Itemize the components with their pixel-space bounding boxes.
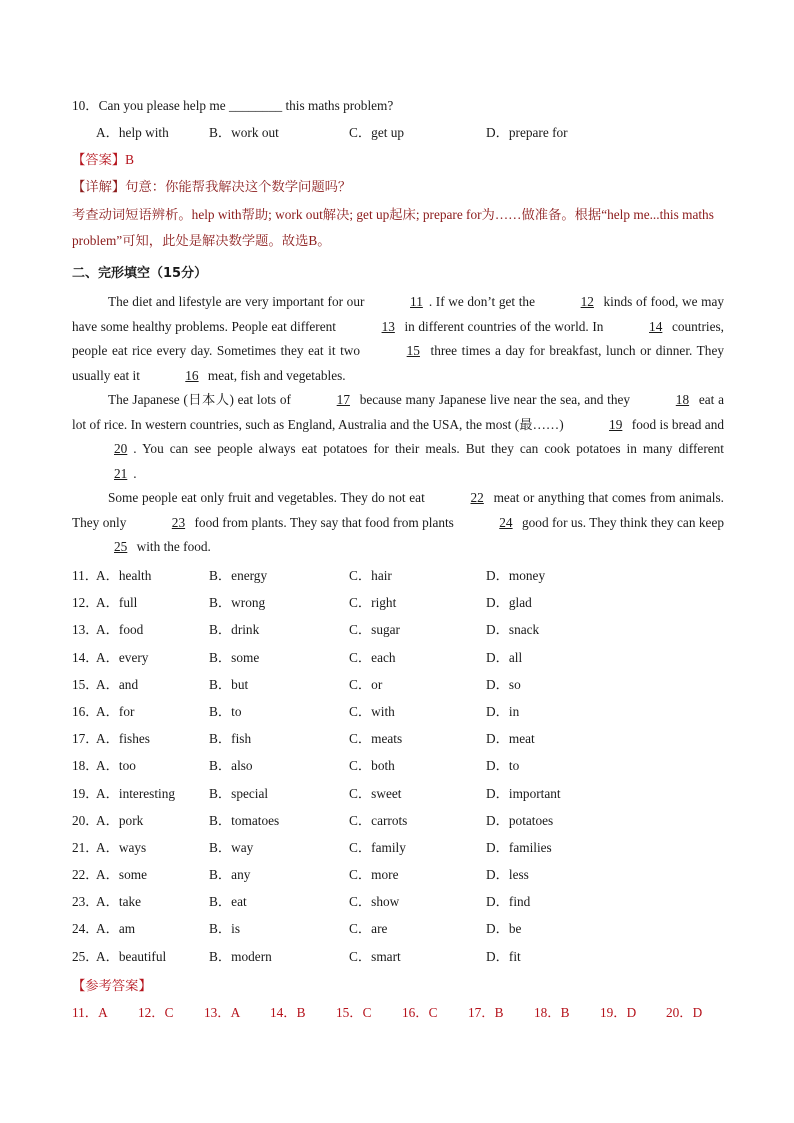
option-a: A．pork <box>96 812 144 828</box>
option-row <box>0 837 794 864</box>
blank-25: 25 <box>114 539 128 554</box>
option-a: A．beautiful <box>96 948 167 964</box>
blank-11: 11 <box>410 294 423 309</box>
passage-text: countries, people eat rice every day. Sometimes they eat it two <box>72 318 725 358</box>
option-b: B．some <box>209 649 260 665</box>
passage-text: Some people eat only fruit and vegetables. They do not eat <box>108 490 429 505</box>
passage-text: The diet and lifestyle are very important for our <box>108 294 369 309</box>
option-b: B．fish <box>209 731 252 747</box>
question-number: 16． <box>72 703 99 719</box>
blank-16: 16 <box>185 367 199 383</box>
option-row <box>0 701 794 728</box>
reference-answer-item: 16．C <box>402 1005 438 1020</box>
option-d: D．meat <box>486 731 535 747</box>
passage-text: food is bread and <box>628 416 724 432</box>
reference-answer-label: 【参考答案】 <box>72 978 152 993</box>
option-d: D．to <box>486 758 520 774</box>
option-a: A．every <box>96 649 149 665</box>
q10-detail-body: 考查动词短语辨析。help with帮助; work out解决; get up起床; prepare for为……做准备。根据“help me...this maths problem”可知，此处是解决数学题。故选B。 <box>72 207 714 248</box>
option-d: D．important <box>486 785 561 801</box>
blank-15: 15 <box>406 343 420 358</box>
option-c: C．meats <box>349 731 403 747</box>
option-c: C．each <box>349 649 396 665</box>
reference-answer-item: 15．C <box>336 1005 372 1020</box>
option-row <box>0 783 794 810</box>
option-a: A．am <box>96 921 136 937</box>
passage-text: . You can see people always eat potatoes for their meals. But they can cook potatoes in many different <box>133 441 724 456</box>
option-a: A．food <box>96 622 144 638</box>
option-b: B．is <box>209 921 241 937</box>
option-row <box>0 864 794 891</box>
passage-text: kinds of food, we may have some healthy problems. People eat different <box>72 294 725 334</box>
option-d: D．snack <box>486 622 540 638</box>
option-d: D．in <box>486 703 520 719</box>
question-number: 13． <box>72 622 99 638</box>
option-d: D．be <box>486 921 522 937</box>
question-10-stem: 10．Can you please help me ________ this maths problem? <box>72 98 394 113</box>
option-b: B．energy <box>209 568 268 583</box>
option-d: D．families <box>486 839 552 855</box>
question-number: 22． <box>72 867 99 883</box>
reference-answer-item: 14．B <box>270 1005 306 1020</box>
question-number: 20． <box>72 812 99 828</box>
cloze-passage <box>72 290 724 560</box>
blank-18: 18 <box>675 392 690 407</box>
option-row <box>0 565 794 592</box>
blank-14: 14 <box>649 318 663 334</box>
q10-answer: 【答案】B <box>72 152 135 167</box>
passage-text: food from plants. They say that food from plants <box>191 514 458 530</box>
option-a: A．too <box>96 758 136 774</box>
option-b: B．way <box>209 839 254 855</box>
passage-text: . If we don’t get the <box>428 294 539 309</box>
option-a: A．and <box>96 676 139 692</box>
option-d: D．glad <box>486 595 532 611</box>
question-number: 12． <box>72 595 99 611</box>
option-a: A．health <box>96 568 152 583</box>
option-row <box>0 810 794 837</box>
question-number: 19． <box>72 785 99 801</box>
option-d: D．all <box>486 649 523 665</box>
option-c: C．show <box>349 894 400 910</box>
option-row <box>0 647 794 674</box>
option-row <box>0 755 794 782</box>
blank-20: 20 <box>114 441 128 456</box>
option-b: B．any <box>209 867 251 883</box>
q10-option-a: A．help with <box>96 125 169 140</box>
blank-12: 12 <box>580 294 594 309</box>
option-a: A．for <box>96 703 135 719</box>
option-a: A．fishes <box>96 731 150 747</box>
section-title: 二、完形填空（15分） <box>72 266 208 281</box>
option-a: A．interesting <box>96 785 176 801</box>
option-d: D．find <box>486 894 531 910</box>
reference-answers <box>0 1002 794 1024</box>
option-c: C．or <box>349 676 383 692</box>
q10-option-c: C．get up <box>349 125 405 140</box>
q10-detail-label: 【详解】句意：你能帮我解决这个数学问题吗？ <box>72 179 352 194</box>
cloze-options <box>0 565 794 973</box>
question-number: 21． <box>72 839 99 855</box>
option-c: C．smart <box>349 948 401 964</box>
question-number: 17． <box>72 731 99 747</box>
q10-option-b: B．work out <box>209 125 279 140</box>
passage-paragraph-2 <box>72 388 724 486</box>
blank-24: 24 <box>499 514 513 530</box>
question-number: 23． <box>72 894 99 910</box>
option-a: A．ways <box>96 839 147 855</box>
option-b: B．modern <box>209 948 272 964</box>
option-d: D．so <box>486 676 521 692</box>
option-row <box>0 619 794 646</box>
option-c: C．both <box>349 758 395 774</box>
option-row <box>0 918 794 945</box>
option-b: B．to <box>209 703 242 719</box>
option-b: B．but <box>209 676 249 692</box>
question-10-options <box>0 122 794 142</box>
option-b: B．eat <box>209 894 247 910</box>
option-row <box>0 891 794 918</box>
blank-21: 21 <box>114 465 128 481</box>
option-row <box>0 728 794 755</box>
question-number: 18． <box>72 758 99 774</box>
option-c: C．family <box>349 839 406 855</box>
passage-paragraph-3 <box>72 486 724 560</box>
question-number: 14． <box>72 649 99 665</box>
reference-answer-item: 12．C <box>138 1005 174 1020</box>
option-d: D．less <box>486 867 529 883</box>
reference-answer-item: 19．D <box>600 1005 637 1020</box>
option-b: B．tomatoes <box>209 812 280 828</box>
option-row <box>0 946 794 973</box>
option-c: C．hair <box>349 568 392 583</box>
blank-19: 19 <box>609 416 623 432</box>
option-b: B．also <box>209 758 253 774</box>
option-c: C．sugar <box>349 622 400 638</box>
passage-text: good for us. They think they can keep <box>518 514 725 530</box>
passage-text: in different countries of the world. In <box>400 318 608 334</box>
question-number: 25． <box>72 948 99 964</box>
passage-text: eat a lot of rice. In western countries, such as England, Australia and the USA, the most (最……) <box>72 392 724 432</box>
option-b: B．special <box>209 785 269 801</box>
passage-text: meat or anything that comes from animals. They only <box>72 490 724 530</box>
reference-answer-item: 17．B <box>468 1005 504 1020</box>
passage-text: with the food. <box>133 539 211 554</box>
option-c: C．right <box>349 595 397 611</box>
option-c: C．are <box>349 921 388 937</box>
option-d: D．money <box>486 568 546 583</box>
passage-text: three times a day for breakfast, lunch or dinner. They usually eat it <box>72 343 724 383</box>
q10-option-d: D．prepare for <box>486 125 568 140</box>
question-number: 15． <box>72 676 99 692</box>
reference-answer-item: 11．A <box>72 1005 108 1020</box>
reference-answer-item: 13．A <box>204 1005 241 1020</box>
option-a: A．full <box>96 595 138 611</box>
option-c: C．sweet <box>349 785 402 801</box>
option-row <box>0 592 794 619</box>
option-d: D．fit <box>486 948 521 964</box>
passage-text: The Japanese (日本人) eat lots of <box>108 392 295 407</box>
option-c: C．with <box>349 703 395 719</box>
option-c: C．carrots <box>349 812 408 828</box>
blank-13: 13 <box>381 318 395 334</box>
passage-text: because many Japanese live near the sea, and they <box>355 392 634 407</box>
reference-answer-item: 20．D <box>666 1005 703 1020</box>
passage-paragraph-1 <box>72 290 724 388</box>
blank-23: 23 <box>171 514 186 530</box>
question-number: 11． <box>72 568 99 583</box>
option-c: C．more <box>349 867 399 883</box>
option-a: A．some <box>96 867 147 883</box>
question-number: 24． <box>72 921 99 937</box>
option-b: B．wrong <box>209 595 266 611</box>
passage-text: meat, fish and vegetables. <box>204 367 346 383</box>
option-d: D．potatoes <box>486 812 554 828</box>
reference-answer-item: 18．B <box>534 1005 570 1020</box>
blank-17: 17 <box>336 392 350 407</box>
option-a: A．take <box>96 894 142 910</box>
blank-22: 22 <box>470 490 484 505</box>
passage-text: . <box>133 465 137 481</box>
option-row <box>0 674 794 701</box>
option-b: B．drink <box>209 622 260 638</box>
